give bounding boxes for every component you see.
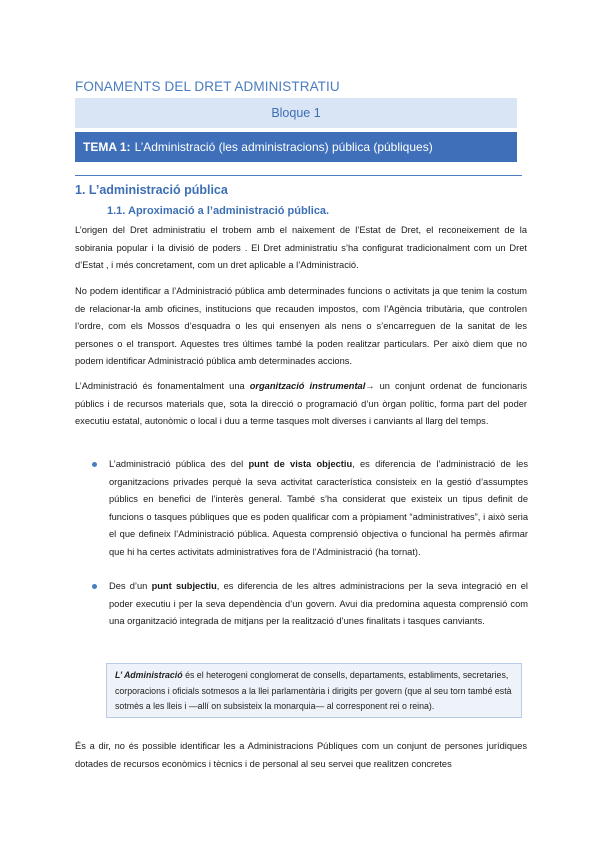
bullet-objective — [92, 456, 528, 561]
topic-banner — [75, 132, 517, 162]
bullet-icon — [92, 584, 97, 589]
bullet-objective-text — [109, 456, 528, 561]
callout-text: és el heterogeni conglomerat de consells, departaments, establiments, secretaries, corporacions i oficials sotmesos a la llei parlamentària i dirigits per govern (que al seu torn també està sotmès a les lleis i —allí on subsisteix la monarquia— al corresponent rei o reina). — [115, 670, 512, 711]
bullet-icon — [92, 462, 97, 467]
callout-term: L’ Administració — [115, 670, 183, 680]
paragraph-summary: És a dir, no és possible identificar les a Administracions Públiques com un conjunt de persones jurídiques dotades de recursos econòmics i tècnics i de personal al seu servei que realitzen concretes — [75, 741, 527, 769]
bullet-objective-rest: , es diferencia de l’administració de les organitzacions privades perquè la seva activitat característica consisteix en la gestió d’assumptes públics en benefici de l’interès general. També s’ha considerat que existeix un tipus definit de funcions o tasques públiques que es poden qualificar com a pròpiament “administratives”, i això seria el que defineix l’Administració pública. Aquesta comprensió objectiva o funcional ha permès afirmar que hi ha certes activitats administratives fora de l’Administració (ha tornat). — [109, 459, 529, 557]
paragraph-definition — [75, 378, 527, 431]
bullet-subjective-text — [109, 578, 528, 631]
bullet-subjective-term: punt subjectiu — [151, 581, 217, 591]
bullet-subjective-rest: , es diferencia de les altres administracions per la seva integració en el poder executiu i per la seva dependència d’un govern. Avui dia predomina aquesta comprensió com una organització integrada de mitjans per la realització d’unes finalitats i tasques canviants. — [109, 581, 528, 626]
bullet-subjective-intro: Des d’un — [109, 581, 152, 591]
paragraph-identification: No podem identificar a l’Administració pública amb determinades funcions o activitats ja que tenim la costum de relacionar-la amb oficines, institucions que recauden impostos, com l’Agència tributària, que controlen l’ordre, com els Mossos d’esquadra o les qui ensenyen als nens o s’encarreguen de la sanitat de les persones o el transport. Aquestes tres últimes també la poden realitzar particulars. Per això diem que no podem identificar Administració pública amb determinades accions. — [75, 286, 527, 366]
topic-number: TEMA 1: — [83, 140, 131, 154]
definition-callout — [106, 663, 522, 718]
block-header — [75, 98, 517, 128]
bullet-objective-term: punt de vista objectiu — [248, 459, 353, 469]
definition-rest: → un conjunt ordenat de funcionaris públics i de recursos materials que, sota la direcció o programació d’un òrgan polític, forma part del poder executiu estatal, autonòmic o local i duu a terme tasques molt diverses i canviants al llarg del temps. — [75, 381, 527, 426]
definition-intro: L’Administració és fonamentalment una — [75, 381, 250, 391]
subsection-heading: 1.1. Aproximació a l’administració pública. — [107, 205, 330, 217]
block-label: Bloque 1 — [271, 106, 321, 120]
bullet-subjective — [92, 578, 528, 631]
topic-title: L’Administració (les administracions) pública (públiques) — [134, 140, 433, 154]
document-title: FONAMENTS DEL DRET ADMINISTRATIU — [75, 79, 340, 94]
bullet-objective-intro: L’administració pública des del — [109, 459, 249, 469]
paragraph-origin: L’origen del Dret administratiu el trobem amb el naixement de l’Estat de Dret, el reconeixement de la sobirania popular i la divisió de poders . El Dret administratiu s’ha configurat tradicionalment com un Dret d’Estat , i més concretament, com un dret aplicable a l’Administració. — [75, 225, 527, 270]
section-heading: 1. L’administració pública — [75, 183, 228, 197]
section-divider — [75, 175, 522, 176]
definition-term: organització instrumental — [249, 381, 366, 391]
